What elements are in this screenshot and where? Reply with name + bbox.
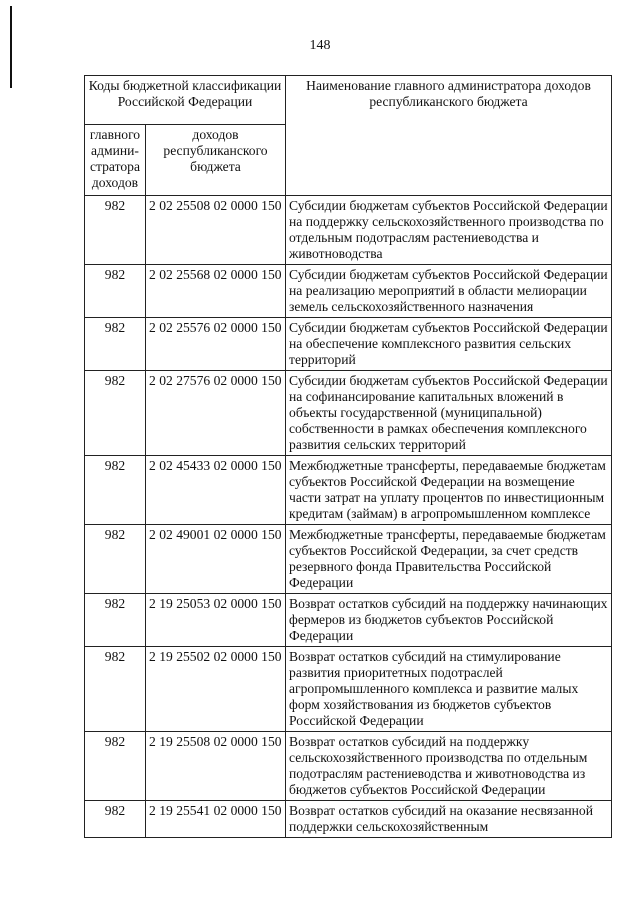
table-row xyxy=(85,318,612,371)
header-name: Наименование главного администратора доходов республиканского бюджета xyxy=(286,76,612,196)
income-code-cell: 2 19 25541 02 0000 150 xyxy=(146,801,286,838)
admin-code-cell: 982 xyxy=(85,732,146,801)
description-cell: Возврат остатков субсидий на поддержку начинающих фермеров из бюджетов субъектов Российской Федерации xyxy=(286,594,612,647)
admin-code-cell: 982 xyxy=(85,456,146,525)
table-row xyxy=(85,647,612,732)
header-income: доходов республиканского бюджета xyxy=(146,125,286,196)
income-code-cell: 2 19 25053 02 0000 150 xyxy=(146,594,286,647)
table-row xyxy=(85,371,612,456)
income-code-cell: 2 19 25502 02 0000 150 xyxy=(146,647,286,732)
income-code-cell: 2 19 25508 02 0000 150 xyxy=(146,732,286,801)
description-cell: Возврат остатков субсидий на поддержку сельскохозяйственного производства по отдельным подотраслям растениеводства и животноводства из бюджетов субъектов Российской Федерации xyxy=(286,732,612,801)
description-cell: Межбюджетные трансферты, передаваемые бюджетам субъектов Российской Федерации на возмещение части затрат на уплату процентов по инвестиционным кредитам (займам) в агропромышленном комплексе xyxy=(286,456,612,525)
table-row xyxy=(85,732,612,801)
table-row xyxy=(85,801,612,838)
description-cell: Субсидии бюджетам субъектов Российской Федерации на поддержку сельскохозяйственного производства по отдельным подотраслям растениеводства и животноводства xyxy=(286,196,612,265)
income-code-cell: 2 02 49001 02 0000 150 xyxy=(146,525,286,594)
admin-code-cell: 982 xyxy=(85,318,146,371)
table-row xyxy=(85,196,612,265)
admin-code-cell: 982 xyxy=(85,801,146,838)
description-cell: Субсидии бюджетам субъектов Российской Федерации на обеспечение комплексного развития сельских территорий xyxy=(286,318,612,371)
admin-code-cell: 982 xyxy=(85,265,146,318)
income-code-cell: 2 02 27576 02 0000 150 xyxy=(146,371,286,456)
table-row xyxy=(85,456,612,525)
income-code-cell: 2 02 25576 02 0000 150 xyxy=(146,318,286,371)
table-row xyxy=(85,525,612,594)
table-row xyxy=(85,594,612,647)
admin-code-cell: 982 xyxy=(85,594,146,647)
description-cell: Межбюджетные трансферты, передаваемые бюджетам субъектов Российской Федерации, за счет средств резервного фонда Правительства Российской Федерации xyxy=(286,525,612,594)
header-codes-group: Коды бюджетной классификации Российской Федерации xyxy=(85,76,286,125)
description-cell: Возврат остатков субсидий на стимулирование развития приоритетных подотраслей агропромышленного комплекса и развитие малых форм хозяйствования из бюджетов субъектов Российской Федерации xyxy=(286,647,612,732)
income-code-cell: 2 02 25568 02 0000 150 xyxy=(146,265,286,318)
description-cell: Субсидии бюджетам субъектов Российской Федерации на софинансирование капитальных вложений в объекты государственной (муниципальной) собственности в рамках обеспечения комплексного развития сельских территорий xyxy=(286,371,612,456)
page-number: 148 xyxy=(309,38,331,53)
admin-code-cell: 982 xyxy=(85,647,146,732)
budget-classification-table xyxy=(84,75,612,838)
admin-code-cell: 982 xyxy=(85,196,146,265)
description-cell: Субсидии бюджетам субъектов Российской Федерации на реализацию мероприятий в области мелиорации земель сельскохозяйственного назначения xyxy=(286,265,612,318)
income-code-cell: 2 02 45433 02 0000 150 xyxy=(146,456,286,525)
header-admin: главного админи-стратора доходов xyxy=(85,125,146,196)
table-row xyxy=(85,265,612,318)
income-code-cell: 2 02 25508 02 0000 150 xyxy=(146,196,286,265)
admin-code-cell: 982 xyxy=(85,525,146,594)
admin-code-cell: 982 xyxy=(85,371,146,456)
description-cell: Возврат остатков субсидий на оказание несвязанной поддержки сельскохозяйственным xyxy=(286,801,612,838)
